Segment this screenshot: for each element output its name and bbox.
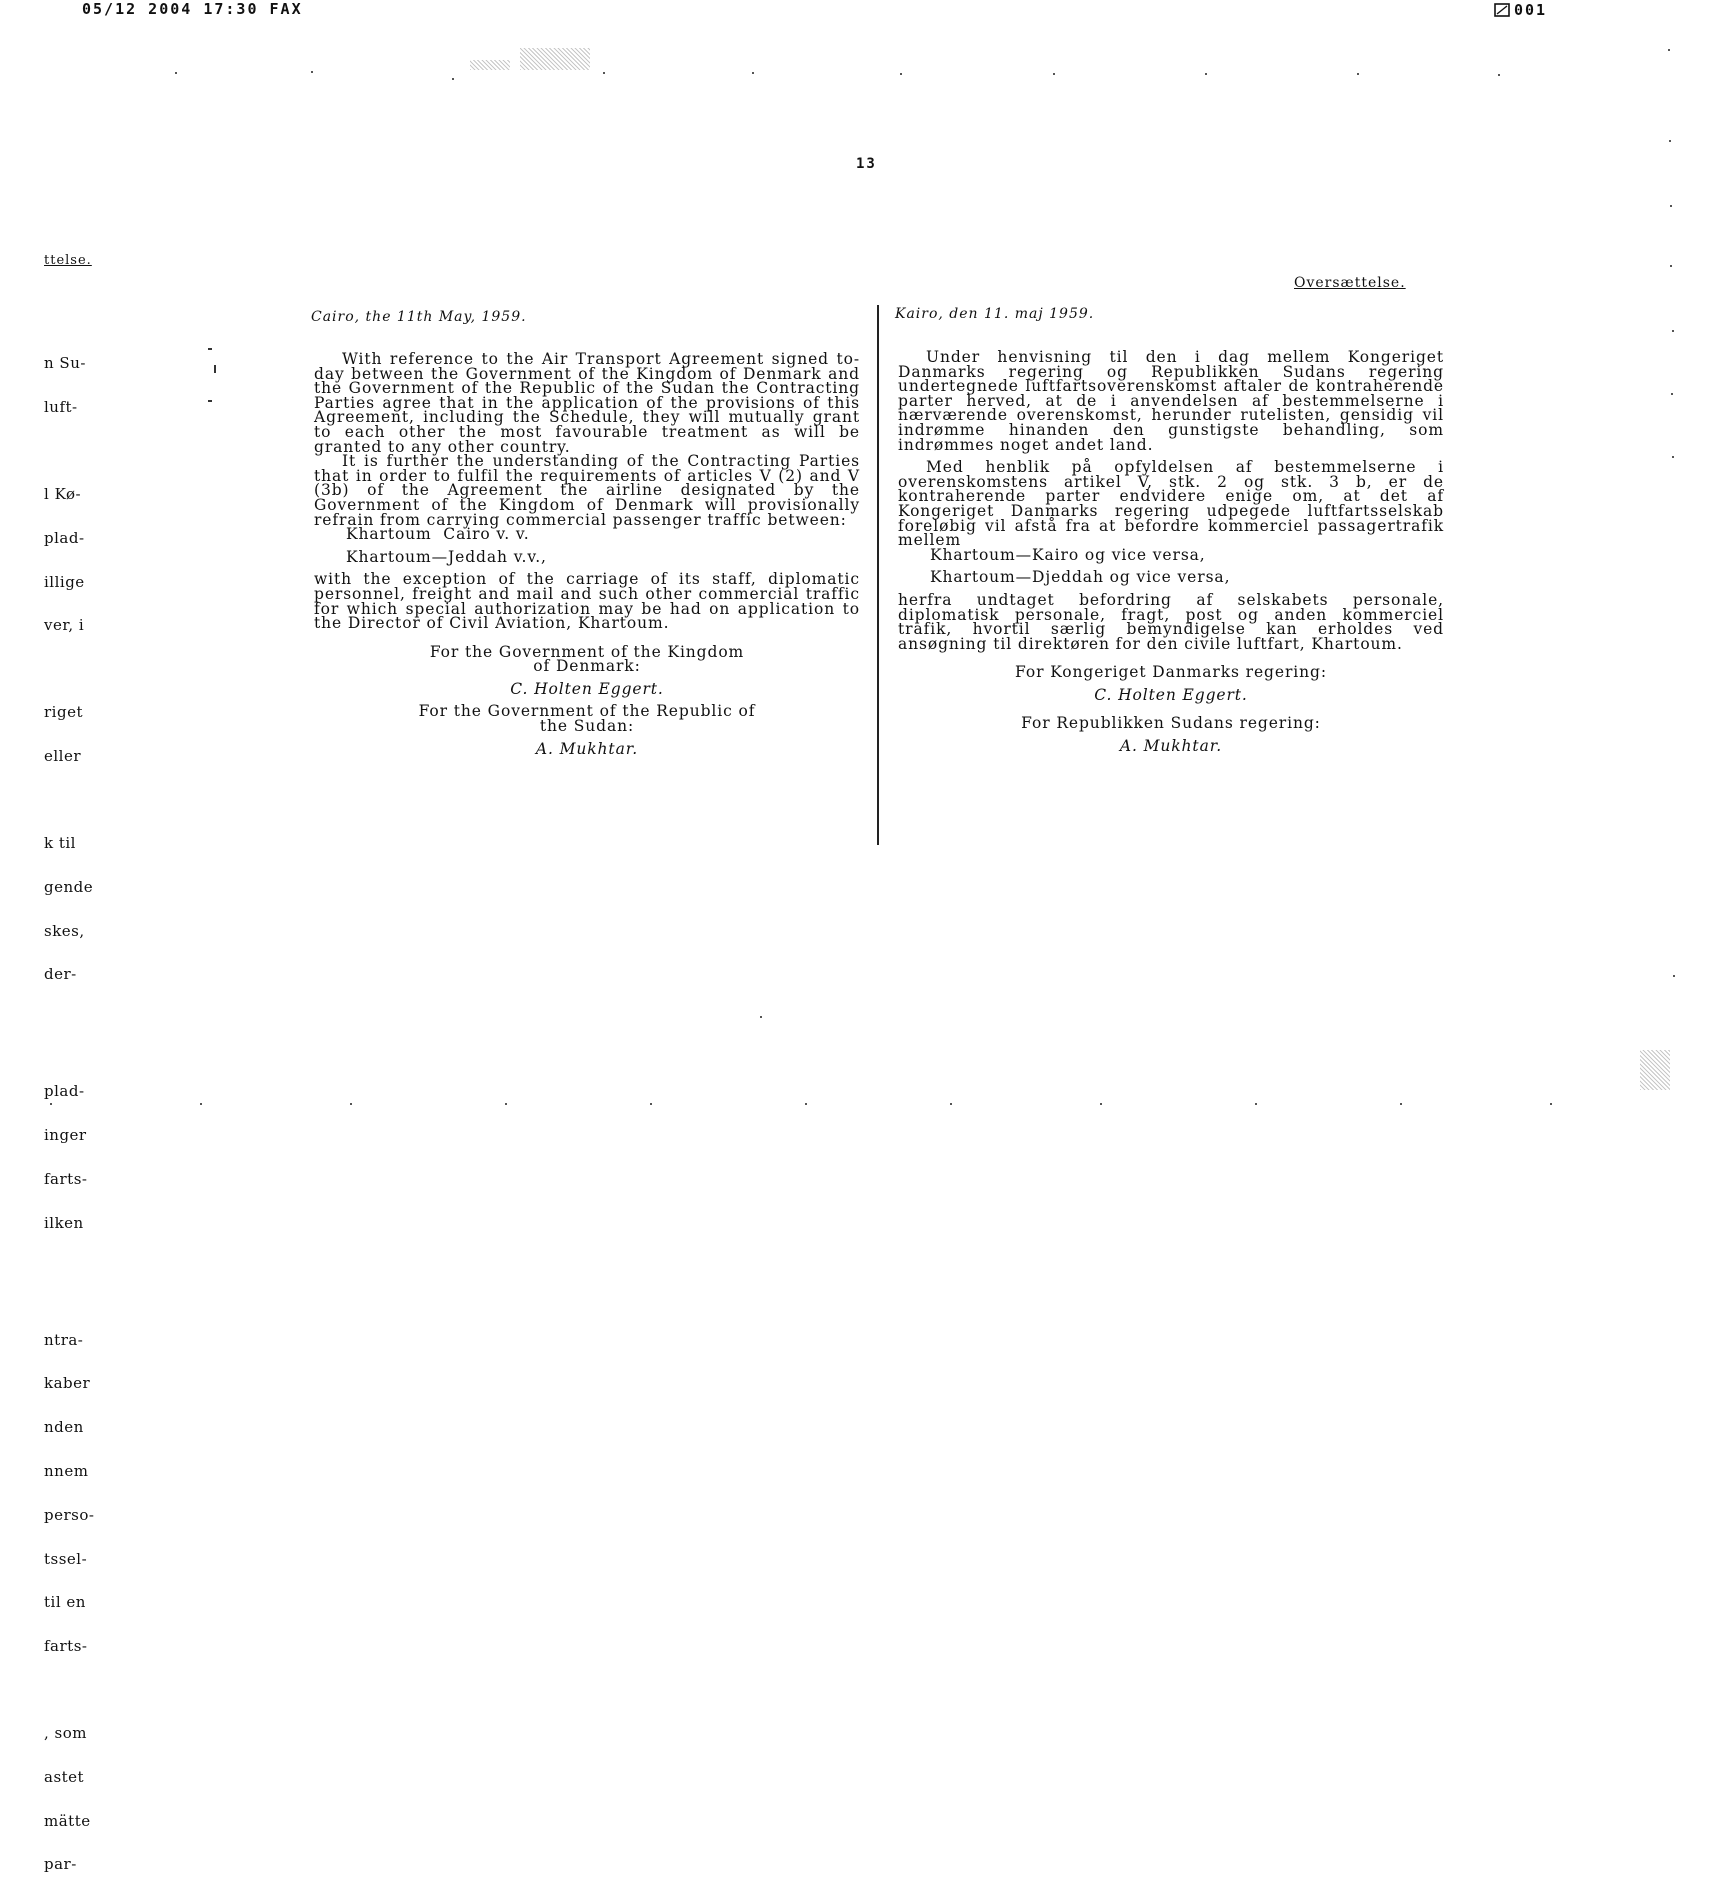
danish-paragraph-1: Under henvisning til den i dag mellem Kongeriget Danmarks regering og Republikken Sudans regering undertegnede luftfartsoverenskomst aftaler de kontraherende parter herved, at de i anvendelsen af bestemmelserne i nærværende overenskomst, herunder rutelisten, gensidig vil indrømme hinanden den gunstigste behandling, som indrømmes noget andet land. <box>898 348 1444 454</box>
scan-speck <box>1672 456 1674 458</box>
fax-counter <box>1494 1 1547 19</box>
fax-counter-number: 001 <box>1514 1 1548 19</box>
scan-speck <box>1670 205 1672 207</box>
danish-signature-2-name: A. Mukhtar. <box>1119 737 1223 756</box>
fragment: nnem <box>44 1461 89 1480</box>
fragment: tssel- <box>44 1549 88 1568</box>
fragment: skes, <box>44 921 85 940</box>
english-signature-2-title-cont: the Sudan: <box>539 717 635 736</box>
scan-speck <box>452 78 454 80</box>
fax-page-icon <box>1494 3 1510 17</box>
fragment: illige <box>44 572 85 591</box>
fragment: riget <box>44 703 83 722</box>
fragment: eller <box>44 747 82 766</box>
page-number: 13 <box>856 156 877 172</box>
danish-signature-1-title: For Kongeriget Danmarks regering: <box>1015 663 1327 682</box>
danish-route-2: Khartoum—Djeddah og vice versa, <box>930 568 1231 587</box>
scan-smudge <box>1640 1050 1670 1090</box>
scan-speck <box>350 1103 352 1105</box>
fragment: k til <box>44 834 76 852</box>
margin-tick <box>214 365 216 373</box>
scan-speck <box>1672 330 1674 332</box>
scan-speck <box>900 73 902 75</box>
english-date: Cairo, the 11th May, 1959. <box>311 309 527 325</box>
scan-speck <box>1550 1103 1552 1105</box>
left-edge-fragments <box>44 327 94 1887</box>
scan-speck <box>200 1103 202 1105</box>
fragment: farts- <box>44 1637 88 1656</box>
fragment: l Kø- <box>44 484 82 503</box>
english-signature-1-title-cont: of Denmark: <box>533 657 641 676</box>
fragment: ver, i <box>44 616 85 635</box>
margin-tick <box>208 348 212 350</box>
english-signature-1-name: C. Holten Eggert. <box>510 679 664 698</box>
scan-speck <box>1400 1103 1402 1105</box>
english-route-2: Khartoum—Jeddah v.v., <box>346 547 547 566</box>
fragment: astet <box>44 1767 85 1786</box>
danish-route-1: Khartoum—Kairo og vice versa, <box>930 545 1206 564</box>
fragment: par- <box>44 1855 77 1874</box>
scan-speck <box>1671 393 1673 395</box>
margin-tick <box>208 400 212 402</box>
fragment: plad- <box>44 1082 85 1101</box>
fragment: luft- <box>44 397 78 416</box>
fragment: n Su- <box>44 354 86 373</box>
scan-speck <box>752 72 754 74</box>
english-paragraph-1: With reference to the Air Transport Agreement signed to-day between the Government of the Kingdom of Denmark and the Government of the Republic of the Sudan the Contracting Parties agree that in the application of the provisions of this Agreement, including the Schedule, they will mutually grant to each other the most favourable treatment as will be granted to any other country. <box>314 350 860 456</box>
translation-heading: Oversættelse. <box>1294 275 1406 291</box>
scan-speck <box>1357 73 1359 75</box>
scan-speck <box>1673 975 1675 977</box>
fragment: nden <box>44 1418 84 1437</box>
scan-speck <box>1668 49 1670 51</box>
english-route-1: Khartoum Cairo v. v. <box>346 525 530 544</box>
danish-letter <box>898 350 1444 754</box>
scan-speck <box>1205 73 1207 75</box>
fragment: ilken <box>44 1213 84 1232</box>
fragment: plad- <box>44 528 85 547</box>
fragment: farts- <box>44 1169 88 1188</box>
scan-speck <box>311 71 313 73</box>
scan-speck <box>1100 1103 1102 1105</box>
scan-speck <box>1498 74 1500 76</box>
scan-speck <box>950 1103 952 1105</box>
english-signature-2-name: A. Mukhtar. <box>535 739 639 758</box>
scan-speck <box>1669 140 1671 142</box>
english-signature-2-title: For the Government of the Republic of <box>418 702 756 721</box>
english-paragraph-2: It is further the understanding of the Contracting Parties that in order to fulfil the requirements of articles V (2) and V (3b) of the Agreement the airline designated by the Government of the Kingdom of Denmark will provisionally refrain from carrying commercial passenger traffic between: <box>314 452 860 529</box>
scan-speck <box>1053 73 1055 75</box>
scan-smudge <box>520 48 590 70</box>
english-signature-1-title: For the Government of the Kingdom <box>429 642 745 661</box>
scan-speck <box>603 72 605 74</box>
fragment: ntra- <box>44 1330 84 1349</box>
scan-speck <box>650 1103 652 1105</box>
scan-speck <box>760 1016 762 1018</box>
scan-speck <box>175 72 177 74</box>
danish-paragraph-3: herfra undtaget befordring af selskabets personale, diplomatisk personale, fragt, post og anden kommerciel trafik, hvortil særlig bemyndigelse kan erholdes ved ansøgning til direktøren for den civile luftfart, Khartoum. <box>898 590 1444 653</box>
danish-signature-2-title: For Republikken Sudans regering: <box>1021 714 1321 733</box>
fragment: gende <box>44 877 94 896</box>
fragment: mätte <box>44 1811 91 1830</box>
fragment: der- <box>44 965 77 984</box>
fragment: kaber <box>44 1374 91 1393</box>
english-letter <box>314 352 860 756</box>
fragment: perso- <box>44 1505 95 1524</box>
left-edge-heading: ttelse. <box>44 253 92 268</box>
english-paragraph-3: with the exception of the carriage of its staff, diplomatic personnel, freight and mail and such other commercial traffic for which special authorization may be had on application to the Director of Civil Aviation, Khartoum. <box>314 570 860 633</box>
danish-paragraph-2: Med henblik på opfyldelsen af bestemmelserne i overenskomstens artikel V, stk. 2 og stk. 3 b, er de kontraherende parter endvidere enige om, at det af Kongeriget Danmarks regering udpegede luftfartsselskab foreløbig vil afstå fra at befordre kommerciel passagertrafik mellem <box>898 458 1444 550</box>
scan-speck <box>1255 1103 1257 1105</box>
danish-signature-1-name: C. Holten Eggert. <box>1094 685 1248 704</box>
fragment: til en <box>44 1593 86 1612</box>
scan-speck <box>505 1103 507 1105</box>
fragment: , som <box>44 1724 87 1743</box>
scan-smudge <box>470 60 510 70</box>
fragment: inger <box>44 1126 87 1145</box>
column-divider <box>877 305 879 845</box>
scan-speck <box>1670 265 1672 267</box>
danish-date: Kairo, den 11. maj 1959. <box>895 306 1095 322</box>
fax-timestamp: 05/12 2004 17:30 FAX <box>82 0 303 18</box>
scan-speck <box>805 1103 807 1105</box>
